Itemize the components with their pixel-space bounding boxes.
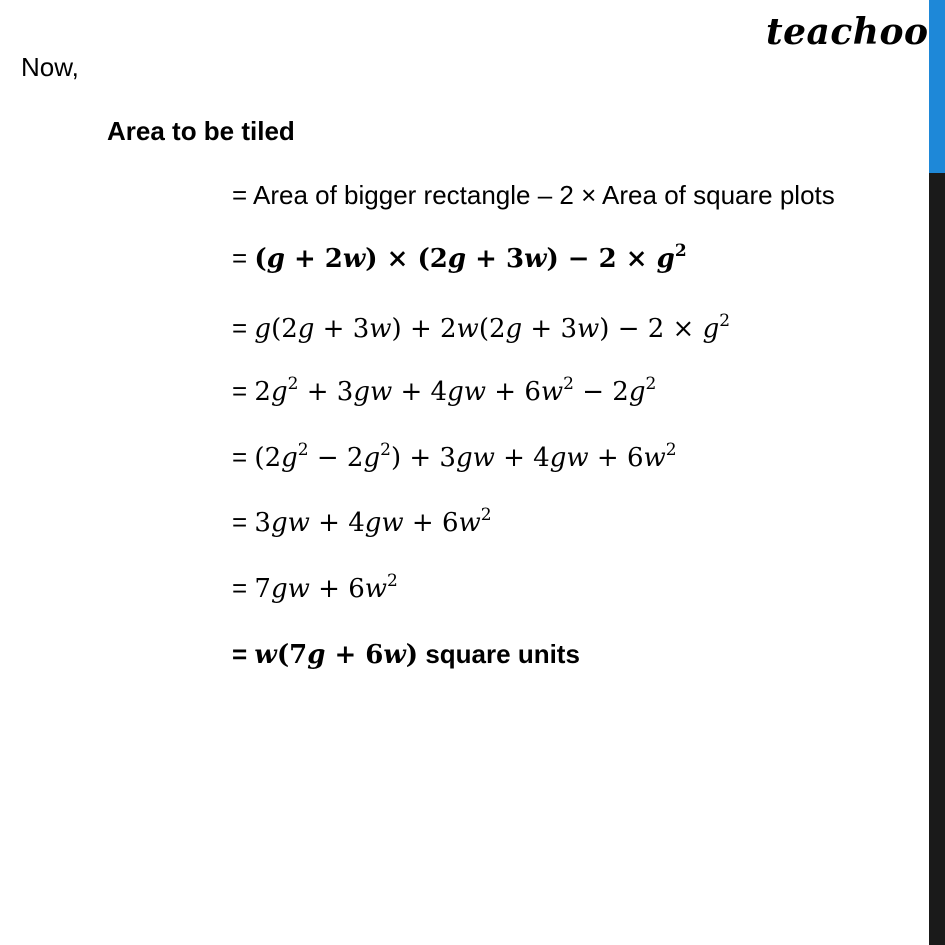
step-4-expression: $2g^2 + 3gw + 4gw + 6w^2 - 2g^2$	[254, 374, 657, 407]
right-edge-bar-accent	[929, 0, 945, 173]
step-1-prefix: =	[232, 180, 248, 210]
step-line-7	[232, 573, 398, 604]
right-edge-bar	[929, 0, 945, 945]
final-answer-line	[232, 639, 580, 670]
step-7-expression: $7gw + 6w^2$	[254, 571, 398, 604]
final-answer-expression: w(7g + 6w)	[254, 640, 419, 670]
step-2-prefix: =	[232, 243, 248, 273]
step-2-expression: $(g + 2w) \times (2g + 3w) - 2 \times g^2$	[254, 241, 687, 274]
step-7-prefix: =	[232, 573, 248, 603]
step-6-expression: $3gw + 4gw + 6w^2$	[254, 505, 492, 538]
step-line-1	[232, 180, 835, 210]
step-line-3	[232, 313, 730, 344]
step-1-text: Area of bigger rectangle – 2 × Area of square plots	[252, 180, 835, 210]
brand-logo: teachoo	[766, 11, 929, 53]
step-3-expression: $g(2g + 3w) + 2w(2g + 3w) - 2 \times g^2$	[254, 311, 731, 344]
step-3-prefix: =	[232, 313, 248, 343]
step-4-prefix: =	[232, 376, 248, 406]
step-line-2	[232, 243, 687, 274]
step-6-prefix: =	[232, 507, 248, 537]
section-heading: Area to be tiled	[107, 116, 295, 146]
step-5-expression: $(2g^2 - 2g^2) + 3gw + 4gw + 6w^2$	[254, 440, 677, 473]
step-line-6	[232, 507, 492, 538]
step-8-prefix: =	[232, 639, 248, 669]
step-line-4	[232, 376, 656, 407]
final-answer-units: square units	[425, 639, 580, 669]
step-5-prefix: =	[232, 442, 248, 472]
intro-text: Now,	[21, 52, 79, 82]
step-line-5	[232, 442, 677, 473]
